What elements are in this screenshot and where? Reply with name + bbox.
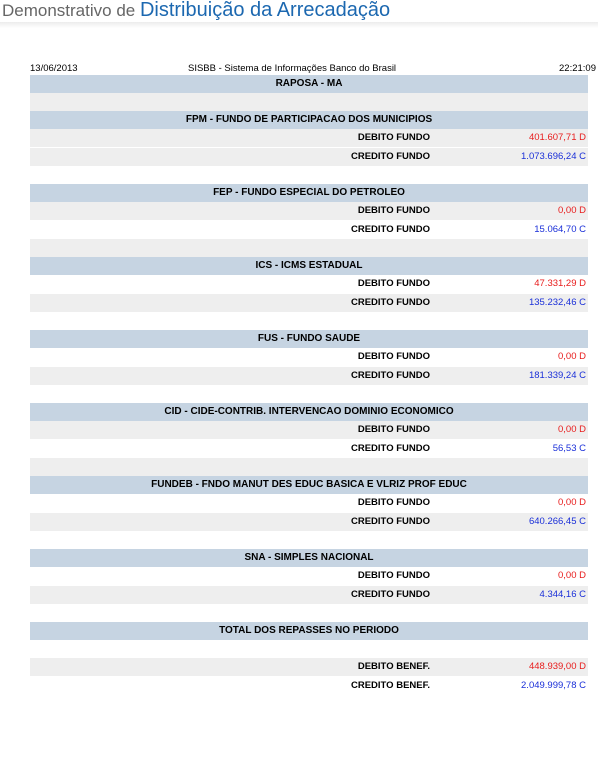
debit-label: DEBITO FUNDO	[357, 497, 430, 508]
fund-header: ICS - ICMS ESTADUAL	[30, 257, 588, 275]
total-header: TOTAL DOS REPASSES NO PERIODO	[30, 622, 588, 640]
fund-header: FPM - FUNDO DE PARTICIPACAO DOS MUNICIPIOS	[30, 111, 588, 129]
fund-header: FUNDEB - FNDO MANUT DES EDUC BASICA E VLRIZ PROF EDUC	[30, 476, 588, 494]
debit-row	[30, 421, 588, 439]
spacer-row	[30, 604, 588, 622]
fund-header: CID - CIDE-CONTRIB. INTERVENCAO DOMINIO ECONOMICO	[30, 403, 588, 421]
total-debit-value: 448.939,00 D	[528, 661, 586, 672]
total-debit-row	[30, 658, 588, 676]
credit-value: 135.232,46 C	[528, 297, 586, 308]
fund-header: FEP - FUNDO ESPECIAL DO PETROLEO	[30, 184, 588, 202]
debit-value: 0,00 D	[558, 497, 586, 508]
credit-label: CREDITO FUNDO	[351, 224, 430, 235]
debit-label: DEBITO FUNDO	[357, 351, 430, 362]
debit-label: DEBITO FUNDO	[357, 278, 430, 289]
report-date: 13/06/2013	[30, 63, 78, 74]
spacer-row	[30, 458, 588, 476]
debit-value: 0,00 D	[558, 205, 586, 216]
debit-label: DEBITO FUNDO	[357, 205, 430, 216]
report-header	[30, 62, 596, 75]
debit-value: 47.331,29 D	[534, 278, 586, 289]
spacer-row	[30, 531, 588, 549]
debit-value: 401.607,71 D	[528, 132, 586, 143]
report-system: SISBB - Sistema de Informações Banco do Brasil	[188, 63, 397, 74]
debit-row	[30, 129, 588, 147]
credit-label: CREDITO FUNDO	[351, 589, 430, 600]
debit-row	[30, 275, 588, 293]
credit-label: CREDITO FUNDO	[351, 297, 430, 308]
credit-row	[30, 367, 588, 385]
total-debit-label: DEBITO BENEF.	[357, 661, 430, 672]
credit-row	[30, 148, 588, 166]
total-credit-label: CREDITO BENEF.	[350, 680, 430, 691]
credit-value: 1.073.696,24 C	[521, 151, 586, 162]
page-title-prefix: Demonstrativo de	[2, 1, 140, 20]
credit-value: 4.344,16 C	[539, 589, 586, 600]
debit-value: 0,00 D	[558, 424, 586, 435]
credit-label: CREDITO FUNDO	[351, 443, 430, 454]
spacer-row	[30, 640, 588, 658]
debit-label: DEBITO FUNDO	[357, 424, 430, 435]
debit-value: 0,00 D	[558, 351, 586, 362]
title-divider	[0, 22, 598, 28]
credit-row	[30, 294, 588, 312]
credit-label: CREDITO FUNDO	[351, 151, 430, 162]
debit-row	[30, 348, 588, 366]
debit-value: 0,00 D	[558, 570, 586, 581]
credit-row	[30, 513, 588, 531]
debit-row	[30, 494, 588, 512]
credit-value: 640.266,45 C	[528, 516, 586, 527]
debit-label: DEBITO FUNDO	[357, 132, 430, 143]
spacer-row	[30, 312, 588, 330]
debit-label: DEBITO FUNDO	[357, 570, 430, 581]
credit-row	[30, 221, 588, 239]
spacer-row	[30, 385, 588, 403]
report-time: 22:21:09	[559, 63, 596, 74]
debit-row	[30, 202, 588, 220]
credit-row	[30, 586, 588, 604]
credit-label: CREDITO FUNDO	[351, 516, 430, 527]
fund-header: SNA - SIMPLES NACIONAL	[30, 549, 588, 567]
total-credit-row	[30, 677, 588, 695]
total-credit-value: 2.049.999,78 C	[521, 680, 586, 691]
spacer-row	[30, 93, 588, 111]
municipality-band: RAPOSA - MA	[30, 75, 588, 93]
spacer-row	[30, 239, 588, 257]
fund-header: FUS - FUNDO SAUDE	[30, 330, 588, 348]
credit-value: 56,53 C	[552, 443, 586, 454]
debit-row	[30, 567, 588, 585]
distribution-report	[30, 62, 596, 695]
credit-value: 15.064,70 C	[534, 224, 586, 235]
credit-row	[30, 440, 588, 458]
page-title-highlight: Distribuição da Arrecadação	[139, 0, 391, 21]
credit-value: 181.339,24 C	[528, 370, 586, 381]
credit-label: CREDITO FUNDO	[351, 370, 430, 381]
spacer-row	[30, 166, 588, 184]
